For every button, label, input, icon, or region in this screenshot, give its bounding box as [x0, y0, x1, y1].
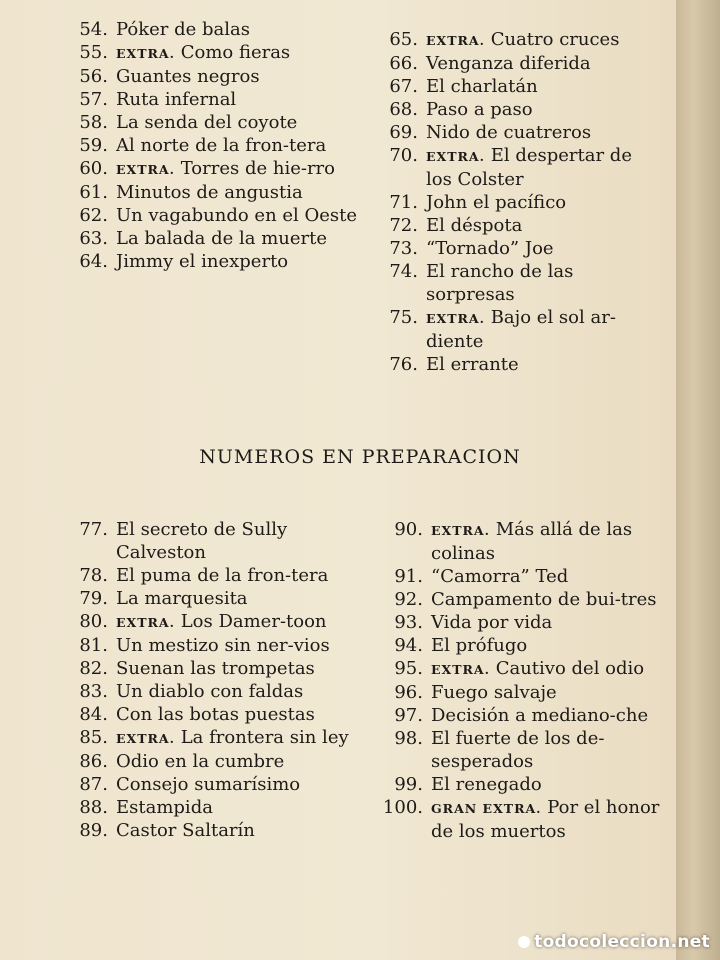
list-item — [375, 681, 665, 704]
list-item — [375, 518, 665, 565]
item-number: 65. — [389, 29, 418, 50]
item-title-text: Un mestizo sin ner-vios — [116, 635, 330, 656]
list-item — [60, 88, 360, 111]
item-number: 66. — [389, 53, 418, 74]
item-title-text: Con las botas puestas — [116, 704, 315, 725]
item-number: 100. — [382, 797, 423, 818]
item-number: 75. — [389, 307, 418, 328]
list-item — [60, 181, 360, 204]
list-item — [60, 726, 360, 750]
list-item — [60, 587, 360, 610]
list-column-top-right — [370, 28, 660, 376]
item-title-text: El prófugo — [431, 635, 528, 656]
item-title-text: Odio en la cumbre — [116, 751, 285, 772]
item-title-text: Bajo el sol ar-diente — [426, 307, 616, 352]
item-title-text: Más allá de las colinas — [431, 519, 633, 564]
item-title-text: El errante — [426, 354, 519, 375]
list-item — [60, 111, 360, 134]
item-title-text: El charlatán — [426, 76, 538, 97]
item-title-text: Al norte de la fron-tera — [116, 135, 327, 156]
item-number: 81. — [79, 635, 108, 656]
item-number: 61. — [79, 182, 108, 203]
item-title-text: Decisión a mediano-che — [431, 705, 649, 726]
item-title-text: Como fieras — [180, 42, 291, 63]
list-item — [60, 204, 360, 227]
list-column-bottom-left — [60, 518, 360, 842]
item-title-text: La marquesita — [116, 588, 248, 609]
list-item — [375, 611, 665, 634]
list-item — [370, 237, 660, 260]
item-title-text: Nido de cuatreros — [426, 122, 592, 143]
list-item — [60, 18, 360, 41]
item-number: 64. — [79, 251, 108, 272]
item-title-text: El rancho de las sorpresas — [426, 261, 574, 305]
item-number: 62. — [79, 205, 108, 226]
item-title-text: Cautivo del odio — [495, 658, 645, 679]
item-title-text: John el pacífico — [426, 192, 567, 213]
item-title-text: Cuatro cruces — [490, 29, 620, 50]
item-title-text: La balada de la muerte — [116, 228, 328, 249]
list-item — [370, 52, 660, 75]
item-title-text: La senda del coyote — [116, 112, 298, 133]
item-title-text: Suenan las trompetas — [116, 658, 315, 679]
list-item — [60, 680, 360, 703]
item-title-text: El despertar de los Colster — [426, 145, 632, 190]
item-number: 79. — [79, 588, 108, 609]
item-number: 77. — [79, 519, 108, 540]
extra-tag: EXTRA. — [426, 311, 485, 326]
extra-tag: GRAN EXTRA. — [431, 801, 542, 816]
list-item — [370, 214, 660, 237]
item-number: 67. — [389, 76, 418, 97]
item-number: 95. — [394, 658, 423, 679]
item-number: 78. — [79, 565, 108, 586]
watermark-text: todocoleccion.net — [534, 932, 710, 952]
item-title-text: Fuego salvaje — [431, 682, 557, 703]
list-item — [375, 634, 665, 657]
extra-tag: EXTRA. — [426, 149, 485, 164]
extra-tag: EXTRA. — [116, 731, 175, 746]
item-title-text: Jimmy el inexperto — [116, 251, 289, 272]
item-title-text: Un vagabundo en el Oeste — [116, 205, 358, 226]
list-item — [60, 703, 360, 726]
extra-tag: EXTRA. — [431, 662, 490, 677]
list-item — [375, 704, 665, 727]
item-title-text: El secreto de Sully Calveston — [116, 519, 288, 563]
list-item — [370, 98, 660, 121]
item-number: 60. — [79, 158, 108, 179]
list-item — [375, 565, 665, 588]
item-title-text: Torres de hie-rro — [180, 158, 335, 179]
item-number: 74. — [389, 261, 418, 282]
list-item — [60, 134, 360, 157]
item-title-text: Paso a paso — [426, 99, 533, 120]
list-item — [370, 260, 660, 306]
item-number: 97. — [394, 705, 423, 726]
item-title-text: “Tornado” Joe — [426, 238, 554, 259]
item-title-text: Venganza diferida — [426, 53, 591, 74]
item-number: 98. — [394, 728, 423, 749]
extra-tag: EXTRA. — [431, 523, 490, 538]
item-title-text: El puma de la fron-tera — [116, 565, 329, 586]
item-title-text: El déspota — [426, 215, 523, 236]
item-title-text: Los Damer-toon — [180, 611, 327, 632]
item-title-text: La frontera sin ley — [180, 727, 349, 748]
item-number: 82. — [79, 658, 108, 679]
item-number: 90. — [394, 519, 423, 540]
item-number: 69. — [389, 122, 418, 143]
item-title-text: Por el honor de los muertos — [431, 797, 660, 842]
item-title-text: Minutos de angustia — [116, 182, 303, 203]
item-number: 80. — [79, 611, 108, 632]
item-number: 63. — [79, 228, 108, 249]
list-item — [60, 610, 360, 634]
list-item — [60, 41, 360, 65]
item-number: 94. — [394, 635, 423, 656]
list-item — [370, 353, 660, 376]
list-item — [60, 157, 360, 181]
item-number: 86. — [79, 751, 108, 772]
item-number: 83. — [79, 681, 108, 702]
list-item — [60, 750, 360, 773]
item-number: 93. — [394, 612, 423, 633]
list-item — [60, 250, 360, 273]
logo-dot-icon — [518, 936, 530, 948]
list-item — [375, 588, 665, 611]
item-number: 54. — [79, 19, 108, 40]
item-number: 88. — [79, 797, 108, 818]
list-item — [370, 75, 660, 98]
item-number: 68. — [389, 99, 418, 120]
item-number: 91. — [394, 566, 423, 587]
item-number: 76. — [389, 354, 418, 375]
list-item — [375, 773, 665, 796]
list-item — [370, 144, 660, 191]
section-title: NUMEROS EN PREPARACION — [199, 446, 521, 468]
item-number: 84. — [79, 704, 108, 725]
item-title-text: Un diablo con faldas — [116, 681, 304, 702]
extra-tag: EXTRA. — [426, 33, 485, 48]
item-title-text: “Camorra” Ted — [431, 566, 569, 587]
item-title-text: El renegado — [431, 774, 542, 795]
list-item — [60, 819, 360, 842]
item-number: 55. — [79, 42, 108, 63]
list-item — [60, 634, 360, 657]
extra-tag: EXTRA. — [116, 162, 175, 177]
book-spine — [676, 0, 720, 960]
item-number: 87. — [79, 774, 108, 795]
item-number: 57. — [79, 89, 108, 110]
list-column-bottom-right — [375, 518, 665, 843]
list-item — [60, 518, 360, 564]
item-title-text: Campamento de bui-tres — [431, 589, 657, 610]
item-number: 92. — [394, 589, 423, 610]
item-title-text: Vida por vida — [431, 612, 553, 633]
item-title-text: Consejo sumarísimo — [116, 774, 301, 795]
item-number: 59. — [79, 135, 108, 156]
list-item — [370, 191, 660, 214]
list-item — [60, 227, 360, 250]
item-number: 89. — [79, 820, 108, 841]
list-item — [370, 28, 660, 52]
item-number: 99. — [394, 774, 423, 795]
item-number: 73. — [389, 238, 418, 259]
item-number: 70. — [389, 145, 418, 166]
list-item — [370, 121, 660, 144]
item-number: 72. — [389, 215, 418, 236]
list-item — [60, 564, 360, 587]
item-number: 58. — [79, 112, 108, 133]
item-number: 96. — [394, 682, 423, 703]
item-title-text: El fuerte de los de-sesperados — [431, 728, 605, 772]
list-item — [375, 727, 665, 773]
list-column-top-left — [60, 18, 360, 273]
item-title-text: Castor Saltarín — [116, 820, 255, 841]
list-item — [375, 657, 665, 681]
item-title-text: Ruta infernal — [116, 89, 237, 110]
list-item — [60, 773, 360, 796]
item-title-text: Póker de balas — [116, 19, 250, 40]
item-number: 85. — [79, 727, 108, 748]
list-item — [370, 306, 660, 353]
item-number: 56. — [79, 66, 108, 87]
item-title-text: Guantes negros — [116, 66, 260, 87]
list-item — [60, 657, 360, 680]
list-item — [375, 796, 665, 843]
item-number: 71. — [389, 192, 418, 213]
watermark — [518, 932, 710, 952]
list-item — [60, 65, 360, 88]
item-title-text: Estampida — [116, 797, 213, 818]
extra-tag: EXTRA. — [116, 46, 175, 61]
list-item — [60, 796, 360, 819]
extra-tag: EXTRA. — [116, 615, 175, 630]
